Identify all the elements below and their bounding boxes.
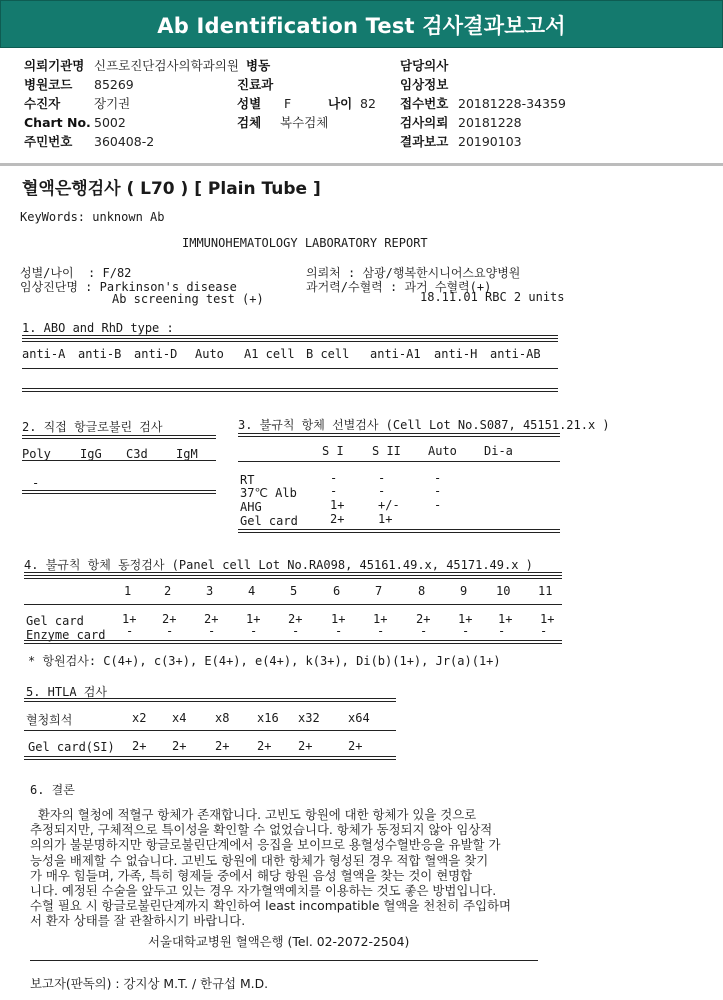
header-divider [0, 163, 723, 166]
abo-column-header: anti-AB [490, 347, 541, 361]
abo-column-header: anti-D [134, 347, 178, 361]
enzyme-card-cell: - [462, 624, 470, 638]
dat-column-header: Poly [22, 447, 51, 461]
department-label: 진료과 [237, 77, 274, 92]
screen-column-header: Di-a [484, 444, 513, 458]
screen-column-header: Auto [428, 444, 457, 458]
hospital-code-value: 85269 [94, 77, 134, 92]
section-4-rule-mid [24, 604, 562, 605]
panel-cell-column: 1 [124, 584, 132, 598]
enzyme-card-cell: - [208, 624, 216, 638]
sex-age-line: 성별/나이 : F/82 [20, 266, 132, 280]
panel-cell-column: 6 [333, 584, 341, 598]
conclusion-line: 서 환자 상태를 잘 관찰하시기 바랍니다. [30, 913, 246, 929]
section-1-rule-mid [22, 341, 558, 342]
report-date-value: 20190103 [458, 134, 522, 149]
section-4-title: 4. 불규칙 항체 동정검사 (Panel cell Lot No.RA098, 45161.49.x, 45171.49.x ) [24, 558, 533, 572]
screen-row-label: Gel card [240, 514, 298, 528]
specimen-label: 검체 [237, 115, 262, 130]
institution-value: 신프로진단검사의학과의원 [94, 58, 239, 73]
abo-column-header: Auto [195, 347, 224, 361]
blood-bank-contact: 서울대학교병원 혈액은행 (Tel. 02-2072-2504) [148, 934, 410, 949]
report-title: Ab Identification Test 검사결과보고서 [157, 14, 566, 38]
conclusion-line: 환자의 혈청에 적혈구 항체가 존재합니다. 고빈도 항원에 대한 항체가 있을 것으로 [30, 807, 477, 822]
section-5-title: 5. HTLA 검사 [26, 685, 107, 699]
panel-cell-column: 10 [496, 584, 511, 598]
gel-card-cell: 1+ [458, 612, 473, 626]
collector-label: 수진자 [24, 96, 61, 111]
section-3-title: 3. 불규칙 항체 선별검사 (Cell Lot No.S087, 45151.21.x ) [238, 418, 610, 432]
panel-cell-column: 2 [164, 584, 172, 598]
history-line-2: 18.11.01 RBC 2 units [420, 290, 565, 304]
gel-card-cell: 2+ [162, 612, 177, 626]
panel-cell-column: 11 [538, 584, 553, 598]
conclusion-line: 수혈 필요 시 항글로불린단계까지 확인하여 least incompatible 혈액을 천천히 주입하며 [30, 898, 512, 914]
htla-gel-cell: 2+ [215, 739, 230, 753]
section-4-rule-top-2 [24, 578, 562, 579]
htla-dilution-column: x64 [348, 711, 370, 725]
htla-gel-cell: 2+ [257, 739, 272, 753]
section-1-rule-top [22, 335, 558, 339]
gel-card-cell: 2+ [416, 612, 431, 626]
screen-cell: - [378, 471, 386, 485]
screen-column-header: S II [372, 444, 401, 458]
sex-value: F [284, 96, 292, 111]
section-5-dilution-label: 혈청희석 [26, 713, 73, 727]
section-2-value: - [32, 476, 40, 490]
enzyme-card-cell: - [377, 624, 385, 638]
abo-column-header: B cell [306, 347, 350, 361]
conclusion-line: 의의가 불분명하지만 항글로불린단계에서 응집을 보이므로 용혈성수혈반응을 유발할 가 [30, 837, 501, 853]
screen-cell: - [434, 484, 442, 498]
signature-rule [30, 960, 538, 961]
dat-column-header: IgM [176, 447, 198, 461]
section-4-rule-bottom [24, 640, 562, 644]
test-title: 혈액은행검사 ( L70 ) [ Plain Tube ] [22, 179, 321, 199]
request-value: 20181228 [458, 115, 522, 130]
section-5-rule-top [24, 698, 396, 702]
collector-value: 장기권 [94, 96, 131, 111]
section-3-rule-top [238, 433, 560, 437]
screen-cell: - [330, 484, 338, 498]
panel-cell-column: 8 [418, 584, 426, 598]
enzyme-card-cell: - [420, 624, 428, 638]
accession-value: 20181228-34359 [458, 96, 566, 111]
rrn-value: 360408-2 [94, 134, 155, 149]
history-line: 과거력/수혈력 : 과거 수혈력(+) [306, 280, 492, 294]
section-1-rule-bottom [22, 388, 558, 392]
enzyme-card-cell: - [498, 624, 506, 638]
institution-label: 의뢰기관명 [24, 58, 85, 73]
htla-dilution-column: x16 [257, 711, 279, 725]
accession-label: 접수번호 [400, 96, 449, 111]
reporter-line: 보고자(판독의) : 강지상 M.T. / 한규섭 M.D. [30, 976, 269, 991]
keywords: KeyWords: unknown Ab [20, 210, 165, 224]
section-3-rule-bottom [238, 529, 560, 533]
chart-label: Chart No. [24, 115, 91, 130]
enzyme-card-cell: - [250, 624, 258, 638]
panel-cell-column: 5 [290, 584, 298, 598]
screen-row-label: RT [240, 473, 255, 487]
gel-card-cell: 1+ [331, 612, 346, 626]
meta-row-5 [0, 132, 723, 152]
htla-dilution-column: x32 [298, 711, 320, 725]
abo-column-header: A1 cell [244, 347, 295, 361]
section-6-title: 6. 결론 [30, 783, 75, 797]
htla-dilution-column: x2 [132, 711, 147, 725]
scanned-report [0, 168, 723, 1000]
sex-label: 성별 [237, 96, 262, 111]
screen-row-label: 37℃ Alb [240, 486, 297, 500]
requester-line: 의뢰처 : 삼광/행복한시니어스요양병원 [306, 266, 521, 280]
report-header [0, 0, 723, 48]
abo-column-header: anti-H [434, 347, 478, 361]
clinical-info-label: 임상정보 [400, 77, 449, 92]
gel-card-cell: 2+ [288, 612, 303, 626]
ward-label: 병동 [246, 58, 271, 73]
enzyme-card-cell: - [540, 624, 548, 638]
screen-cell: 1+ [378, 512, 393, 526]
section-1-title: 1. ABO and RhD type : [22, 321, 174, 335]
panel-cell-column: 7 [375, 584, 383, 598]
section-4-gel-label: Gel card [26, 614, 84, 628]
enzyme-card-cell: - [126, 624, 134, 638]
antigen-test-line: * 항원검사: C(4+), c(3+), E(4+), e(4+), k(3+), Di(b)(1+), Jr(a)(1+) [28, 654, 501, 668]
attending-label: 담당의사 [400, 58, 449, 73]
htla-gel-cell: 2+ [172, 739, 187, 753]
panel-cell-column: 3 [206, 584, 214, 598]
section-2-rule-top [22, 435, 216, 439]
meta-row-2 [0, 75, 723, 95]
htla-gel-cell: 2+ [348, 739, 363, 753]
htla-dilution-column: x4 [172, 711, 187, 725]
diagnosis-line: 임상진단명 : Parkinson's disease [20, 280, 237, 294]
gel-card-cell: 1+ [122, 612, 137, 626]
section-2-rule-mid [22, 460, 216, 461]
screen-cell: - [378, 484, 386, 498]
screen-row-label: AHG [240, 500, 262, 514]
screen-cell: 2+ [330, 512, 345, 526]
section-5-rule-mid [24, 730, 396, 731]
section-4-enzyme-label: Enzyme card [26, 628, 106, 642]
gel-card-cell: 2+ [204, 612, 219, 626]
section-2-title: 2. 직접 항글로불린 검사 [22, 420, 163, 434]
gel-card-cell: 1+ [373, 612, 388, 626]
dat-column-header: C3d [126, 447, 148, 461]
section-5-rule-bottom [24, 756, 396, 760]
meta-row-3 [0, 94, 723, 114]
meta-row-4 [0, 113, 723, 133]
diagnosis-line-2: Ab screening test (+) [112, 292, 264, 306]
meta-row-1 [0, 56, 723, 76]
section-1-rule-under [22, 368, 558, 369]
hospital-code-label: 병원코드 [24, 77, 73, 92]
report-date-label: 결과보고 [400, 134, 449, 149]
rrn-label: 주민번호 [24, 134, 73, 149]
section-3-rule-mid [238, 461, 560, 462]
enzyme-card-cell: - [335, 624, 343, 638]
htla-gel-cell: 2+ [298, 739, 313, 753]
screen-cell: - [434, 498, 442, 512]
screen-column-header: S I [322, 444, 344, 458]
enzyme-card-cell: - [166, 624, 174, 638]
chart-value: 5002 [94, 115, 126, 130]
screen-cell: +/- [378, 498, 400, 512]
dat-column-header: IgG [80, 447, 102, 461]
gel-card-cell: 1+ [246, 612, 261, 626]
screen-cell: - [434, 471, 442, 485]
abo-column-header: anti-A1 [370, 347, 421, 361]
abo-column-header: anti-A [22, 347, 66, 361]
section-4-rule-top [24, 572, 562, 576]
section-2-rule-bottom [22, 490, 216, 494]
screen-cell: 1+ [330, 498, 345, 512]
conclusion-line: 능성을 배제할 수 없습니다. 고빈도 항원에 대한 항체가 형성된 경우 적합 혈액을 찾기 [30, 852, 489, 868]
section-5-row-label: Gel card(SI) [28, 740, 115, 754]
age-label: 나이 [328, 96, 353, 111]
conclusion-line: 가 매우 힘들며, 가족, 특히 형제들 중에서 해당 항원 음성 혈액을 찾는 것이 현명합 [30, 867, 473, 883]
enzyme-card-cell: - [292, 624, 300, 638]
abo-column-header: anti-B [78, 347, 122, 361]
age-value: 82 [360, 96, 376, 111]
conclusion-line: 니다. 예정된 수술을 앞두고 있는 경우 자가혈액예치를 이용하는 것도 좋은 방법입니다. [30, 883, 497, 898]
specimen-value: 복수검체 [280, 115, 329, 130]
gel-card-cell: 1+ [498, 612, 513, 626]
panel-cell-column: 4 [248, 584, 256, 598]
request-label: 검사의뢰 [400, 115, 449, 130]
htla-gel-cell: 2+ [132, 739, 147, 753]
screen-cell: - [330, 471, 338, 485]
conclusion-line: 추정되지만, 구체적으로 특이성을 확인할 수 없었습니다. 항체가 동정되지 않아 임상적 [30, 822, 493, 838]
htla-dilution-column: x8 [215, 711, 230, 725]
panel-cell-column: 9 [460, 584, 468, 598]
lab-report-title: IMMUNOHEMATOLOGY LABORATORY REPORT [182, 236, 428, 250]
gel-card-cell: 1+ [540, 612, 555, 626]
